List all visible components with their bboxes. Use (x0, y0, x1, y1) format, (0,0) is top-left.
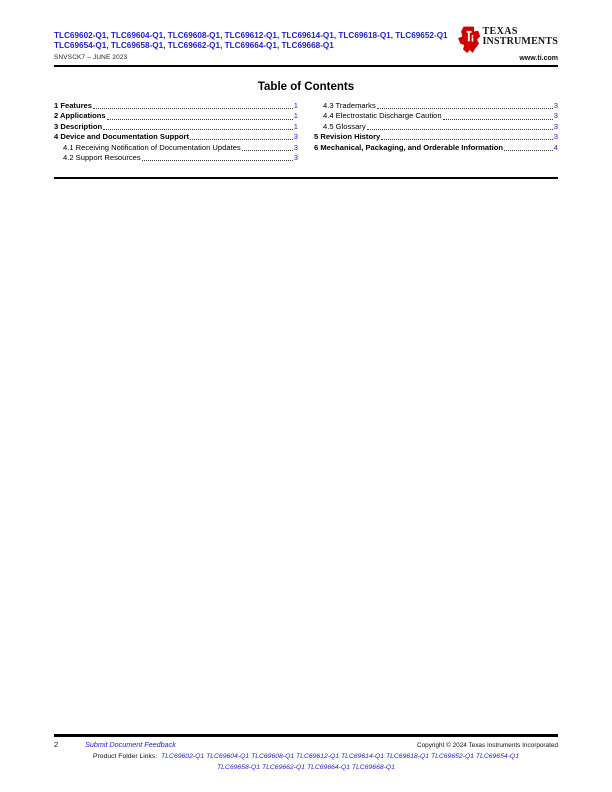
toc-leader-dots (377, 108, 553, 109)
toc-entry-page[interactable]: 4 (553, 142, 558, 152)
product-link[interactable]: TLC69612-Q1 (296, 753, 340, 760)
submit-document-feedback-link[interactable]: Submit Document Feedback (85, 740, 176, 749)
toc-leader-dots (443, 119, 553, 120)
toc-right-column (314, 101, 558, 163)
toc-entry-device-doc-support[interactable] (54, 132, 298, 142)
toc-entry-applications[interactable] (54, 111, 298, 121)
toc-entry-label[interactable]: 4.3 Trademarks (323, 101, 376, 110)
website-link[interactable]: www.ti.com (519, 55, 558, 62)
toc-entry-page[interactable]: 3 (553, 121, 558, 131)
toc-entry-glossary[interactable] (314, 122, 558, 132)
toc-leader-dots (367, 129, 553, 130)
document-code: SNVSCK7 – JUNE 2023 (54, 54, 128, 61)
header-part-numbers (54, 31, 448, 61)
toc-entry-page[interactable]: 3 (553, 111, 558, 121)
toc-entry-page[interactable]: 1 (293, 111, 298, 121)
product-link[interactable]: TLC69662-Q1 (261, 763, 306, 771)
header-brand-block (456, 27, 558, 62)
toc-entry-trademarks[interactable] (314, 101, 558, 111)
toc-entry-page[interactable]: 3 (293, 153, 298, 163)
toc-entry-label[interactable]: 5 Revision History (314, 132, 381, 142)
toc-entry-page[interactable]: 1 (293, 121, 298, 131)
toc-entry-page[interactable]: 3 (293, 142, 298, 152)
ti-texas-logo-icon (456, 26, 481, 53)
toc-entry-label[interactable]: 6 Mechanical, Packaging, and Orderable Information (314, 142, 504, 152)
product-link[interactable]: TLC69664-Q1 (306, 763, 351, 771)
toc-bottom-divider-rule (54, 177, 558, 179)
product-folder-links-label: Product Folder Links: (93, 753, 158, 760)
copyright-notice: Copyright © 2024 Texas Instruments Incorporated (417, 742, 558, 749)
product-link[interactable]: TLC69604-Q1 (206, 753, 250, 760)
toc-entry-label[interactable]: 4.4 Electrostatic Discharge Caution (323, 111, 442, 121)
part-numbers-line-1[interactable]: TLC69602-Q1, TLC69604-Q1, TLC69608-Q1, TLC69612-Q1, TLC69614-Q1, TLC69618-Q1, TLC69652-Q1 (54, 31, 448, 40)
ti-wordmark-line-1: TEXAS (482, 26, 518, 37)
footer-bar (54, 740, 558, 749)
toc-entry-page[interactable]: 1 (293, 101, 298, 110)
part-numbers-line-2[interactable]: TLC69654-Q1, TLC69658-Q1, TLC69662-Q1, TLC69664-Q1, TLC69668-Q1 (54, 41, 334, 50)
toc-leader-dots (381, 139, 553, 140)
toc-entry-label[interactable]: 1 Features (54, 101, 92, 110)
toc-leader-dots (103, 129, 293, 130)
toc-left-column (54, 101, 298, 163)
product-folder-links (54, 752, 558, 774)
toc-leader-dots (242, 150, 293, 151)
ti-wordmark-line-2: INSTRUMENTS (482, 36, 558, 47)
toc-entry-mechanical-packaging[interactable] (314, 143, 558, 153)
toc-entry-label[interactable]: 4.1 Receiving Notification of Documentation Updates (63, 142, 241, 152)
toc-entry-page[interactable]: 3 (553, 132, 558, 142)
toc-leader-dots (93, 108, 293, 109)
product-link[interactable]: TLC69652-Q1 (430, 753, 475, 760)
toc-entry-page[interactable]: 3 (553, 101, 558, 110)
toc-entry-revision-history[interactable] (314, 132, 558, 142)
footer-page-number: 2 (54, 740, 59, 749)
toc-entry-label[interactable]: 4 Device and Documentation Support (54, 132, 190, 142)
toc-leader-dots (190, 139, 293, 140)
toc-entry-label[interactable]: 2 Applications (54, 111, 106, 121)
product-link[interactable]: TLC69618-Q1 (385, 753, 430, 760)
footer-divider-rule (54, 734, 558, 737)
toc-entry-features[interactable] (54, 101, 298, 111)
toc-leader-dots (142, 160, 293, 161)
product-link[interactable]: TLC69614-Q1 (341, 753, 385, 760)
ti-wordmark (482, 27, 558, 47)
toc-entry-label[interactable]: 4.2 Support Resources (63, 153, 141, 163)
product-link[interactable]: TLC69658-Q1 (217, 763, 261, 771)
toc-entry-description[interactable] (54, 122, 298, 132)
product-link[interactable]: TLC69608-Q1 (251, 753, 295, 760)
toc-entry-esd-caution[interactable] (314, 111, 558, 121)
toc-title: Table of Contents (257, 81, 355, 93)
product-link[interactable]: TLC69602-Q1 (161, 753, 205, 760)
toc-entry-label[interactable]: 3 Description (54, 121, 103, 131)
toc-leader-dots (107, 119, 293, 120)
toc-entry-support-resources[interactable] (54, 153, 298, 163)
table-of-contents (54, 101, 558, 163)
toc-entry-label[interactable]: 4.5 Glossary (323, 121, 366, 131)
toc-entry-receiving-notification[interactable] (54, 143, 298, 153)
header-divider-rule (54, 65, 558, 67)
toc-entry-page[interactable]: 3 (293, 132, 298, 142)
toc-leader-dots (504, 150, 553, 151)
product-link[interactable]: TLC69654-Q1 (475, 753, 519, 760)
product-link[interactable]: TLC69668-Q1 (351, 763, 395, 771)
